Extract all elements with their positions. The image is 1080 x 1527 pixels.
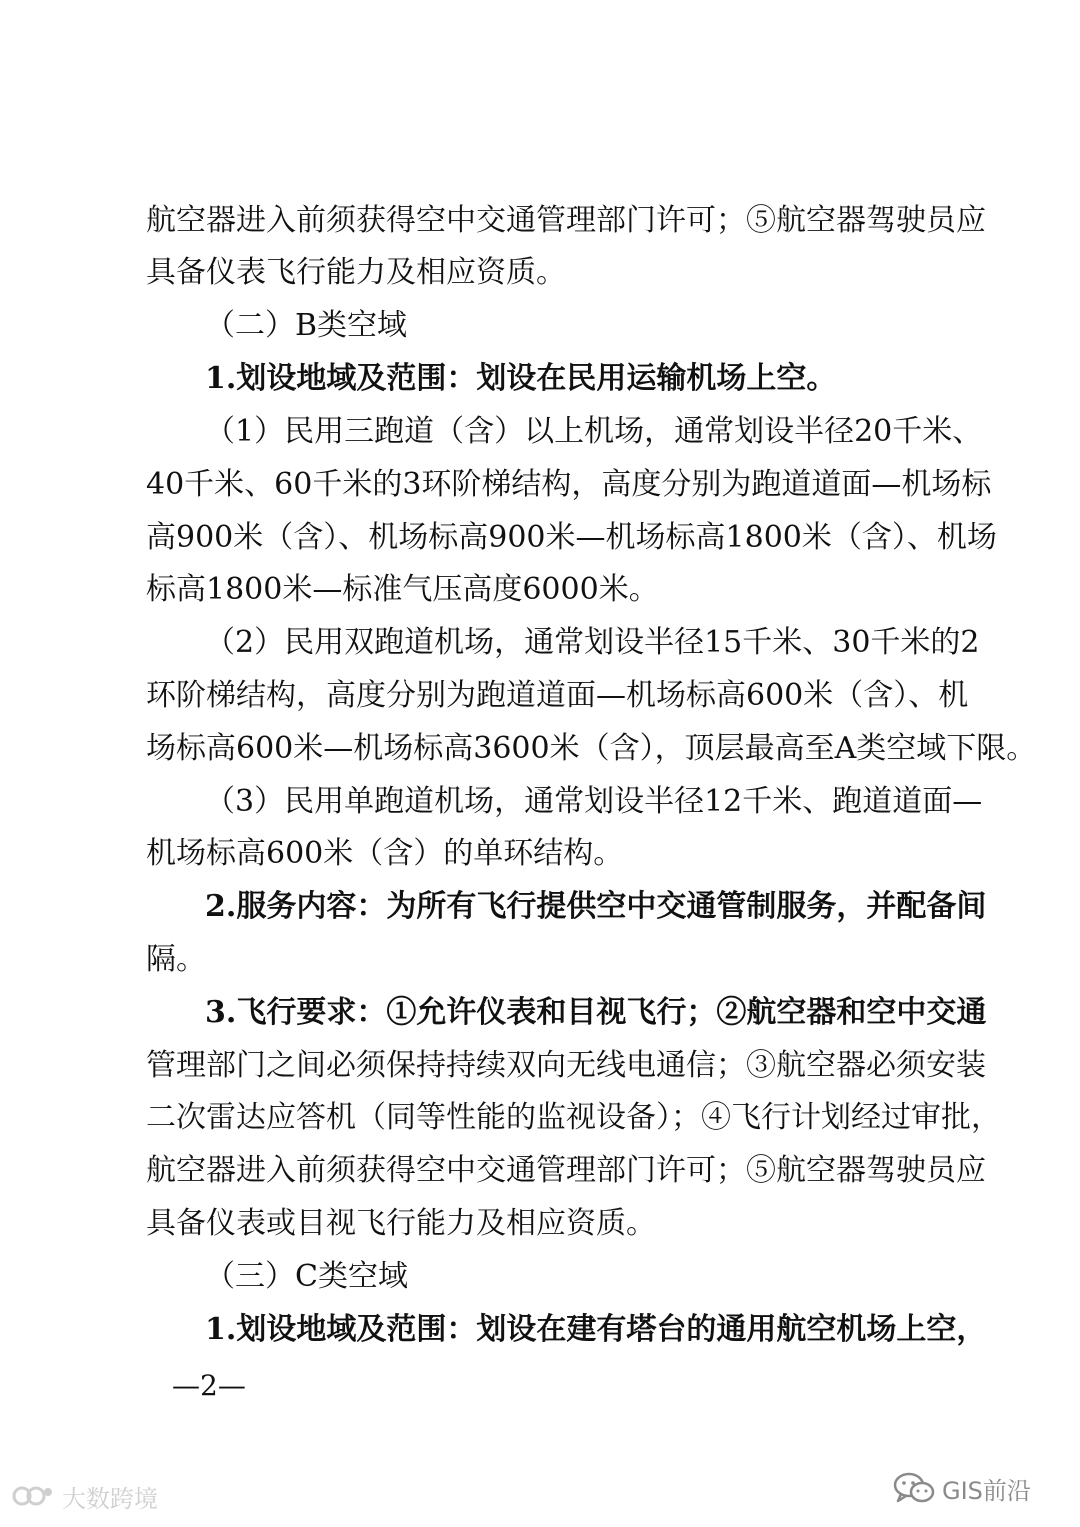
page-number: —2— (172, 1369, 246, 1402)
text-line: 管理部门之间必须保持持续双向无线电通信；③航空器必须安装 (146, 1048, 986, 1083)
text-line: 具备仪表飞行能力及相应资质。 (146, 255, 566, 290)
brand-logo-icon (12, 1482, 56, 1510)
text-line: （1）民用三跑道（含）以上机场，通常划设半径20千米、 (205, 414, 983, 449)
text-line: 高900米（含）、机场标高900米—机场标高1800米（含）、机场 (146, 520, 997, 555)
text-line: 1.划设地域及范围：划设在建有塔台的通用航空机场上空， (205, 1312, 987, 1347)
text-line: 具备仪表或目视飞行能力及相应资质。 (146, 1206, 656, 1241)
text-line: （3）民用单跑道机场，通常划设半径12千米、跑道道面— (205, 784, 983, 819)
watermark-left-text: 大数跨境 (62, 1484, 158, 1513)
watermark-left (12, 1476, 158, 1516)
text-line: 标高1800米—标准气压高度6000米。 (146, 572, 659, 607)
section-heading: （三）C类空域 (205, 1259, 408, 1294)
watermark-right-text: GIS前沿 (942, 1476, 1031, 1505)
text-line: 1.划设地域及范围：划设在民用运输机场上空。 (205, 361, 837, 396)
section-heading: （二）B类空域 (205, 308, 408, 343)
text-line: 环阶梯结构，高度分别为跑道道面—机场标高600米（含）、机 (146, 678, 969, 713)
text-line: 航空器进入前须获得空中交通管理部门许可；⑤航空器驾驶员应 (146, 1153, 986, 1188)
text-line: 场标高600米—机场标高3600米（含），顶层最高至A类空域下限。 (146, 731, 1037, 766)
text-line: 机场标高600米（含）的单环结构。 (146, 836, 624, 871)
text-line: 航空器进入前须获得空中交通管理部门许可；⑤航空器驾驶员应 (146, 203, 986, 238)
text-line: 3.飞行要求：①允许仪表和目视飞行；②航空器和空中交通 (205, 995, 987, 1030)
text-line: 隔。 (146, 942, 206, 977)
text-line: 40千米、60千米的3环阶梯结构，高度分别为跑道道面—机场标 (146, 467, 992, 502)
text-line: （2）民用双跑道机场，通常划设半径15千米、30千米的2 (205, 625, 980, 660)
watermark-right (892, 1466, 1031, 1510)
text-line: 2.服务内容：为所有飞行提供空中交通管制服务，并配备间 (205, 889, 987, 924)
wechat-icon (892, 1470, 936, 1506)
text-line: 二次雷达应答机（同等性能的监视设备）；④飞行计划经过审批， (146, 1100, 1001, 1135)
